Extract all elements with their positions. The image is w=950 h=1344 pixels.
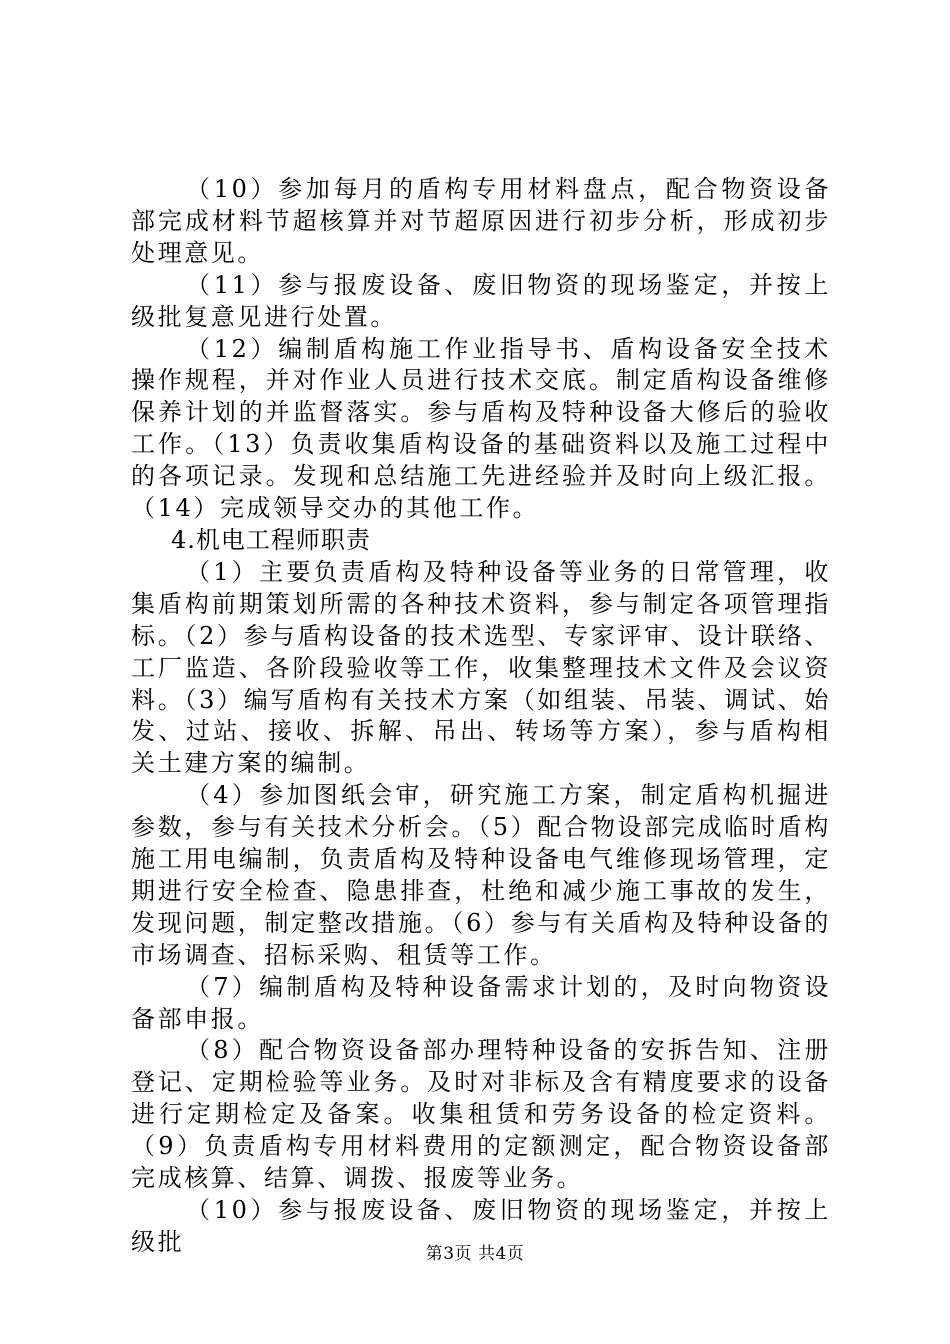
paragraph-item-4-6: （4）参加图纸会审，研究施工方案，制定盾构机掘进参数，参与有关技术分析会。（5）配合物设部完成临时盾构施工用电编制，负责盾构及特种设备电气维修现场管理，定期进行安全检查、隐患排查，杜绝和减少施工事故的发生，发现问题，制定整改措施。（6）参与有关盾构及特种设备的市场调查、招标采购、租赁等工作。 — [131, 781, 831, 969]
section-heading-4: 4.机电工程师职责 — [171, 525, 371, 554]
page-number-footer: 第3页 共4页 — [425, 1244, 525, 1264]
paragraph-item-7: （7）编制盾构及特种设备需求计划的，及时向物资设备部申报。 — [131, 972, 831, 1033]
paragraph-item-12-14: （12）编制盾构施工作业指导书、盾构设备安全技术操作规程，并对作业人员进行技术交底。制定盾构设备维修保养计划的并监督落实。参与盾构及特种设备大修后的验收工作。（13）负责收集盾构设备的基础资料以及施工过程中的各项记录。发现和总结施工先进经验并及时向上级汇报。（14）完成领导交办的其他工作。 — [131, 334, 831, 523]
paragraph-item-11: （11）参与报废设备、废旧物资的现场鉴定，并按上级批复意见进行处置。 — [131, 270, 831, 331]
document-body — [131, 174, 831, 1259]
paragraph-item-10-partial: （10）参与报废设备、废旧物资的现场鉴定，并按上级批 — [131, 1196, 831, 1256]
paragraph-item-10: （10）参加每月的盾构专用材料盘点，配合物资设备部完成材料节超核算并对节超原因进行初步分析，形成初步处理意见。 — [131, 175, 831, 267]
paragraph-item-8-9: （8）配合物资设备部办理特种设备的安拆告知、注册登记、定期检验等业务。及时对非标及含有精度要求的设备进行定期检定及备案。收集租赁和劳务设备的检定资料。（9）负责盾构专用材料费用的定额测定，配合物资设备部完成核算、结算、调拨、报废等业务。 — [131, 1036, 831, 1193]
paragraph-item-1-3: （1）主要负责盾构及特种设备等业务的日常管理，收集盾构前期策划所需的各种技术资料，参与制定各项管理指标。（2）参与盾构设备的技术选型、专家评审、设计联络、工厂监造、各阶段验收等工作，收集整理技术文件及会议资料。（3）编写盾构有关技术方案（如组装、吊装、调试、始发、过站、接收、拆解、吊出、转场等方案），参与盾构相关土建方案的编制。 — [131, 557, 831, 778]
